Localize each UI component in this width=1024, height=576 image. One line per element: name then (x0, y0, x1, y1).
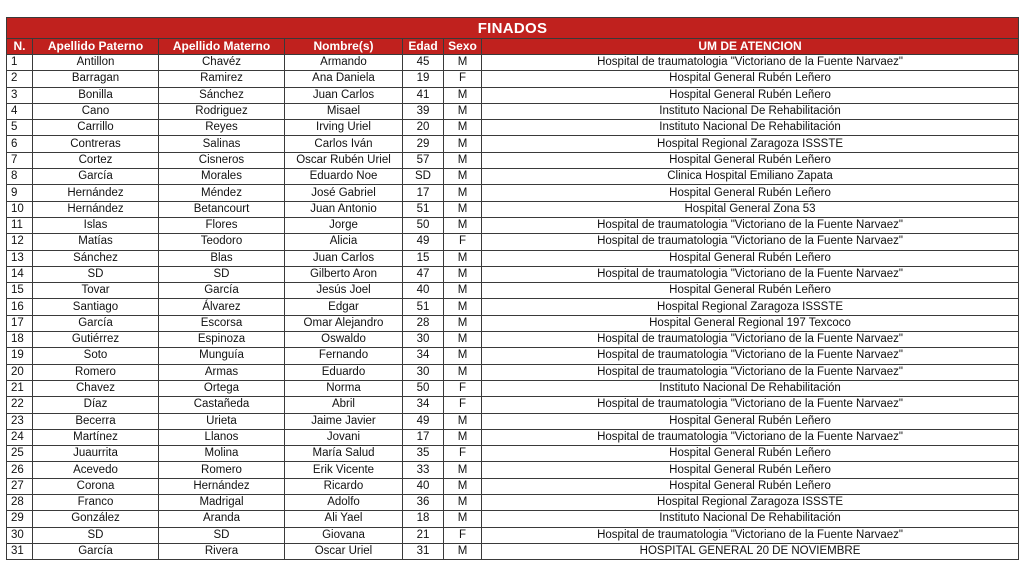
cell-nombres: Alicia (285, 234, 403, 250)
cell-number: 8 (7, 169, 33, 185)
cell-sexo: M (444, 185, 482, 201)
cell-edad: 50 (403, 217, 444, 233)
header-apellido-paterno: Apellido Paterno (33, 39, 159, 55)
cell-edad: 30 (403, 364, 444, 380)
cell-number: 12 (7, 234, 33, 250)
cell-sexo: M (444, 152, 482, 168)
cell-nombres: Armando (285, 55, 403, 71)
cell-edad: 28 (403, 315, 444, 331)
cell-edad: 39 (403, 103, 444, 119)
cell-um-atencion: Hospital General Zona 53 (482, 201, 1019, 217)
cell-um-atencion: Hospital General Rubén Leñero (482, 283, 1019, 299)
cell-apellido-paterno: Becerra (33, 413, 159, 429)
cell-apellido-paterno: Bonilla (33, 87, 159, 103)
cell-apellido-materno: Salinas (159, 136, 285, 152)
cell-nombres: Edgar (285, 299, 403, 315)
cell-nombres: Jesús Joel (285, 283, 403, 299)
cell-um-atencion: Hospital General Rubén Leñero (482, 462, 1019, 478)
cell-edad: 51 (403, 201, 444, 217)
cell-apellido-paterno: SD (33, 266, 159, 282)
cell-nombres: Omar Alejandro (285, 315, 403, 331)
cell-number: 29 (7, 511, 33, 527)
cell-apellido-paterno: Matías (33, 234, 159, 250)
cell-um-atencion: Hospital General Rubén Leñero (482, 446, 1019, 462)
cell-edad: 20 (403, 120, 444, 136)
table-row (7, 413, 1019, 429)
cell-apellido-paterno: Barragan (33, 71, 159, 87)
cell-sexo: M (444, 136, 482, 152)
cell-apellido-materno: Álvarez (159, 299, 285, 315)
table-row (7, 332, 1019, 348)
cell-nombres: Juan Antonio (285, 201, 403, 217)
cell-nombres: Adolfo (285, 495, 403, 511)
cell-sexo: M (444, 332, 482, 348)
cell-apellido-materno: Ortega (159, 380, 285, 396)
table-row (7, 495, 1019, 511)
cell-apellido-materno: Castañeda (159, 397, 285, 413)
cell-um-atencion: Hospital de traumatologia "Victoriano de la Fuente Narvaez" (482, 348, 1019, 364)
cell-nombres: Abril (285, 397, 403, 413)
cell-apellido-paterno: Hernández (33, 201, 159, 217)
cell-sexo: M (444, 478, 482, 494)
cell-edad: 49 (403, 413, 444, 429)
cell-number: 20 (7, 364, 33, 380)
cell-um-atencion: Hospital General Rubén Leñero (482, 185, 1019, 201)
table-row (7, 120, 1019, 136)
cell-number: 16 (7, 299, 33, 315)
table-row (7, 364, 1019, 380)
cell-sexo: F (444, 71, 482, 87)
cell-apellido-materno: Espinoza (159, 332, 285, 348)
table-row (7, 543, 1019, 559)
table-row (7, 380, 1019, 396)
cell-sexo: M (444, 169, 482, 185)
cell-nombres: Oscar Uriel (285, 543, 403, 559)
table-row (7, 446, 1019, 462)
cell-apellido-paterno: Antillon (33, 55, 159, 71)
cell-sexo: M (444, 87, 482, 103)
cell-edad: 40 (403, 478, 444, 494)
cell-apellido-paterno: Tovar (33, 283, 159, 299)
cell-apellido-paterno: SD (33, 527, 159, 543)
cell-apellido-materno: Flores (159, 217, 285, 233)
cell-edad: 33 (403, 462, 444, 478)
cell-sexo: M (444, 511, 482, 527)
cell-sexo: M (444, 462, 482, 478)
cell-sexo: M (444, 348, 482, 364)
cell-apellido-paterno: Sánchez (33, 250, 159, 266)
cell-apellido-materno: Munguía (159, 348, 285, 364)
cell-apellido-paterno: Gutiérrez (33, 332, 159, 348)
cell-nombres: María Salud (285, 446, 403, 462)
finados-table (6, 17, 1019, 560)
cell-edad: SD (403, 169, 444, 185)
cell-apellido-materno: Ramirez (159, 71, 285, 87)
table-row (7, 71, 1019, 87)
cell-apellido-paterno: Hernández (33, 185, 159, 201)
cell-apellido-paterno: García (33, 169, 159, 185)
table-row (7, 315, 1019, 331)
cell-sexo: M (444, 103, 482, 119)
cell-edad: 41 (403, 87, 444, 103)
cell-um-atencion: Clinica Hospital Emiliano Zapata (482, 169, 1019, 185)
cell-sexo: F (444, 446, 482, 462)
cell-edad: 35 (403, 446, 444, 462)
cell-apellido-materno: Rivera (159, 543, 285, 559)
cell-apellido-paterno: Santiago (33, 299, 159, 315)
cell-sexo: M (444, 299, 482, 315)
cell-sexo: M (444, 315, 482, 331)
cell-um-atencion: Hospital General Rubén Leñero (482, 478, 1019, 494)
cell-edad: 34 (403, 348, 444, 364)
cell-number: 19 (7, 348, 33, 364)
cell-sexo: M (444, 413, 482, 429)
cell-apellido-paterno: Díaz (33, 397, 159, 413)
cell-number: 30 (7, 527, 33, 543)
table-row (7, 283, 1019, 299)
cell-apellido-materno: Urieta (159, 413, 285, 429)
cell-sexo: M (444, 283, 482, 299)
cell-sexo: M (444, 217, 482, 233)
cell-number: 21 (7, 380, 33, 396)
header-row (7, 39, 1019, 55)
header-sexo: Sexo (444, 39, 482, 55)
cell-um-atencion: Hospital de traumatologia "Victoriano de la Fuente Narvaez" (482, 234, 1019, 250)
cell-number: 25 (7, 446, 33, 462)
cell-um-atencion: Instituto Nacional De Rehabilitación (482, 511, 1019, 527)
table-row (7, 397, 1019, 413)
cell-number: 11 (7, 217, 33, 233)
cell-nombres: Misael (285, 103, 403, 119)
cell-sexo: M (444, 55, 482, 71)
cell-nombres: Norma (285, 380, 403, 396)
cell-apellido-materno: SD (159, 527, 285, 543)
cell-number: 28 (7, 495, 33, 511)
cell-nombres: Jaime Javier (285, 413, 403, 429)
cell-sexo: M (444, 120, 482, 136)
cell-apellido-materno: Sánchez (159, 87, 285, 103)
cell-edad: 47 (403, 266, 444, 282)
cell-nombres: Juan Carlos (285, 250, 403, 266)
cell-number: 10 (7, 201, 33, 217)
cell-apellido-paterno: Islas (33, 217, 159, 233)
cell-nombres: Ali Yael (285, 511, 403, 527)
cell-apellido-paterno: Corona (33, 478, 159, 494)
cell-number: 15 (7, 283, 33, 299)
cell-apellido-paterno: Cano (33, 103, 159, 119)
table-row (7, 462, 1019, 478)
cell-number: 23 (7, 413, 33, 429)
cell-sexo: F (444, 527, 482, 543)
cell-apellido-materno: Chavéz (159, 55, 285, 71)
cell-um-atencion: Hospital Regional Zaragoza ISSSTE (482, 136, 1019, 152)
table-row (7, 136, 1019, 152)
cell-apellido-paterno: Acevedo (33, 462, 159, 478)
cell-number: 2 (7, 71, 33, 87)
cell-sexo: F (444, 234, 482, 250)
cell-apellido-paterno: Juaurrita (33, 446, 159, 462)
cell-apellido-materno: Teodoro (159, 234, 285, 250)
cell-sexo: M (444, 543, 482, 559)
cell-um-atencion: Hospital General Rubén Leñero (482, 87, 1019, 103)
table-title: FINADOS (7, 18, 1019, 39)
cell-apellido-paterno: García (33, 543, 159, 559)
cell-number: 31 (7, 543, 33, 559)
cell-apellido-materno: SD (159, 266, 285, 282)
cell-apellido-materno: García (159, 283, 285, 299)
table-row (7, 478, 1019, 494)
cell-um-atencion: Hospital de traumatologia "Victoriano de la Fuente Narvaez" (482, 397, 1019, 413)
cell-edad: 29 (403, 136, 444, 152)
cell-nombres: Erik Vicente (285, 462, 403, 478)
cell-nombres: Oswaldo (285, 332, 403, 348)
cell-apellido-materno: Aranda (159, 511, 285, 527)
cell-apellido-paterno: Contreras (33, 136, 159, 152)
cell-apellido-paterno: Romero (33, 364, 159, 380)
cell-edad: 57 (403, 152, 444, 168)
cell-um-atencion: Hospital General Rubén Leñero (482, 250, 1019, 266)
cell-edad: 17 (403, 429, 444, 445)
cell-um-atencion: Hospital General Rubén Leñero (482, 413, 1019, 429)
cell-nombres: Eduardo Noe (285, 169, 403, 185)
cell-um-atencion: HOSPITAL GENERAL 20 DE NOVIEMBRE (482, 543, 1019, 559)
table-row (7, 250, 1019, 266)
cell-um-atencion: Hospital de traumatologia "Victoriano de la Fuente Narvaez" (482, 217, 1019, 233)
cell-apellido-materno: Armas (159, 364, 285, 380)
table-row (7, 201, 1019, 217)
cell-apellido-materno: Rodriguez (159, 103, 285, 119)
cell-nombres: Juan Carlos (285, 87, 403, 103)
cell-edad: 15 (403, 250, 444, 266)
cell-sexo: M (444, 250, 482, 266)
cell-number: 24 (7, 429, 33, 445)
cell-um-atencion: Hospital de traumatologia "Victoriano de la Fuente Narvaez" (482, 429, 1019, 445)
cell-sexo: M (444, 266, 482, 282)
title-row (7, 18, 1019, 39)
cell-um-atencion: Hospital de traumatologia "Victoriano de la Fuente Narvaez" (482, 55, 1019, 71)
table-row (7, 511, 1019, 527)
cell-nombres: José Gabriel (285, 185, 403, 201)
table-row (7, 185, 1019, 201)
cell-edad: 17 (403, 185, 444, 201)
cell-sexo: M (444, 495, 482, 511)
cell-um-atencion: Hospital General Regional 197 Texcoco (482, 315, 1019, 331)
table-row (7, 266, 1019, 282)
cell-nombres: Fernando (285, 348, 403, 364)
cell-sexo: F (444, 380, 482, 396)
cell-number: 22 (7, 397, 33, 413)
cell-nombres: Irving Uriel (285, 120, 403, 136)
table-row (7, 55, 1019, 71)
cell-um-atencion: Hospital de traumatologia "Victoriano de la Fuente Narvaez" (482, 266, 1019, 282)
cell-edad: 36 (403, 495, 444, 511)
cell-um-atencion: Instituto Nacional De Rehabilitación (482, 380, 1019, 396)
table-body (7, 55, 1019, 560)
cell-nombres: Gilberto Aron (285, 266, 403, 282)
cell-edad: 18 (403, 511, 444, 527)
cell-edad: 34 (403, 397, 444, 413)
table-row (7, 299, 1019, 315)
cell-number: 3 (7, 87, 33, 103)
cell-edad: 31 (403, 543, 444, 559)
cell-apellido-materno: Blas (159, 250, 285, 266)
header-nombres: Nombre(s) (285, 39, 403, 55)
cell-edad: 19 (403, 71, 444, 87)
cell-sexo: M (444, 364, 482, 380)
cell-edad: 21 (403, 527, 444, 543)
cell-um-atencion: Hospital de traumatologia "Victoriano de la Fuente Narvaez" (482, 527, 1019, 543)
cell-nombres: Jorge (285, 217, 403, 233)
cell-number: 14 (7, 266, 33, 282)
cell-apellido-paterno: Soto (33, 348, 159, 364)
table-row (7, 234, 1019, 250)
table-row (7, 217, 1019, 233)
cell-um-atencion: Hospital General Rubén Leñero (482, 71, 1019, 87)
cell-apellido-materno: Morales (159, 169, 285, 185)
cell-nombres: Giovana (285, 527, 403, 543)
cell-number: 18 (7, 332, 33, 348)
table-row (7, 429, 1019, 445)
cell-sexo: M (444, 201, 482, 217)
cell-um-atencion: Instituto Nacional De Rehabilitación (482, 103, 1019, 119)
cell-apellido-paterno: Martínez (33, 429, 159, 445)
cell-um-atencion: Hospital General Rubén Leñero (482, 152, 1019, 168)
header-apellido-materno: Apellido Materno (159, 39, 285, 55)
cell-edad: 49 (403, 234, 444, 250)
cell-number: 27 (7, 478, 33, 494)
cell-nombres: Jovani (285, 429, 403, 445)
finados-table-container (6, 17, 1018, 560)
cell-apellido-materno: Romero (159, 462, 285, 478)
cell-edad: 30 (403, 332, 444, 348)
cell-um-atencion: Hospital de traumatologia "Victoriano de la Fuente Narvaez" (482, 364, 1019, 380)
cell-um-atencion: Hospital Regional Zaragoza ISSSTE (482, 299, 1019, 315)
cell-number: 1 (7, 55, 33, 71)
table-row (7, 348, 1019, 364)
cell-nombres: Ricardo (285, 478, 403, 494)
cell-apellido-paterno: Franco (33, 495, 159, 511)
cell-sexo: M (444, 429, 482, 445)
cell-apellido-paterno: González (33, 511, 159, 527)
table-row (7, 527, 1019, 543)
cell-apellido-paterno: Carrillo (33, 120, 159, 136)
cell-number: 6 (7, 136, 33, 152)
table-row (7, 103, 1019, 119)
cell-apellido-materno: Betancourt (159, 201, 285, 217)
cell-apellido-materno: Madrigal (159, 495, 285, 511)
cell-number: 17 (7, 315, 33, 331)
cell-apellido-materno: Molina (159, 446, 285, 462)
cell-number: 9 (7, 185, 33, 201)
header-edad: Edad (403, 39, 444, 55)
cell-apellido-paterno: Cortez (33, 152, 159, 168)
table-row (7, 152, 1019, 168)
cell-edad: 45 (403, 55, 444, 71)
table-row (7, 169, 1019, 185)
cell-nombres: Oscar Rubén Uriel (285, 152, 403, 168)
cell-sexo: F (444, 397, 482, 413)
cell-apellido-paterno: García (33, 315, 159, 331)
cell-apellido-materno: Escorsa (159, 315, 285, 331)
cell-nombres: Ana Daniela (285, 71, 403, 87)
cell-apellido-materno: Méndez (159, 185, 285, 201)
cell-um-atencion: Hospital de traumatologia "Victoriano de la Fuente Narvaez" (482, 332, 1019, 348)
cell-number: 5 (7, 120, 33, 136)
cell-apellido-materno: Llanos (159, 429, 285, 445)
cell-edad: 50 (403, 380, 444, 396)
cell-edad: 40 (403, 283, 444, 299)
cell-number: 26 (7, 462, 33, 478)
cell-nombres: Carlos Iván (285, 136, 403, 152)
cell-apellido-materno: Cisneros (159, 152, 285, 168)
cell-apellido-paterno: Chavez (33, 380, 159, 396)
header-um-atencion: UM DE ATENCION (482, 39, 1019, 55)
cell-nombres: Eduardo (285, 364, 403, 380)
cell-edad: 51 (403, 299, 444, 315)
cell-apellido-materno: Reyes (159, 120, 285, 136)
cell-um-atencion: Instituto Nacional De Rehabilitación (482, 120, 1019, 136)
table-row (7, 87, 1019, 103)
cell-um-atencion: Hospital Regional Zaragoza ISSSTE (482, 495, 1019, 511)
cell-number: 7 (7, 152, 33, 168)
header-number: N. (7, 39, 33, 55)
cell-number: 13 (7, 250, 33, 266)
cell-apellido-materno: Hernández (159, 478, 285, 494)
cell-number: 4 (7, 103, 33, 119)
